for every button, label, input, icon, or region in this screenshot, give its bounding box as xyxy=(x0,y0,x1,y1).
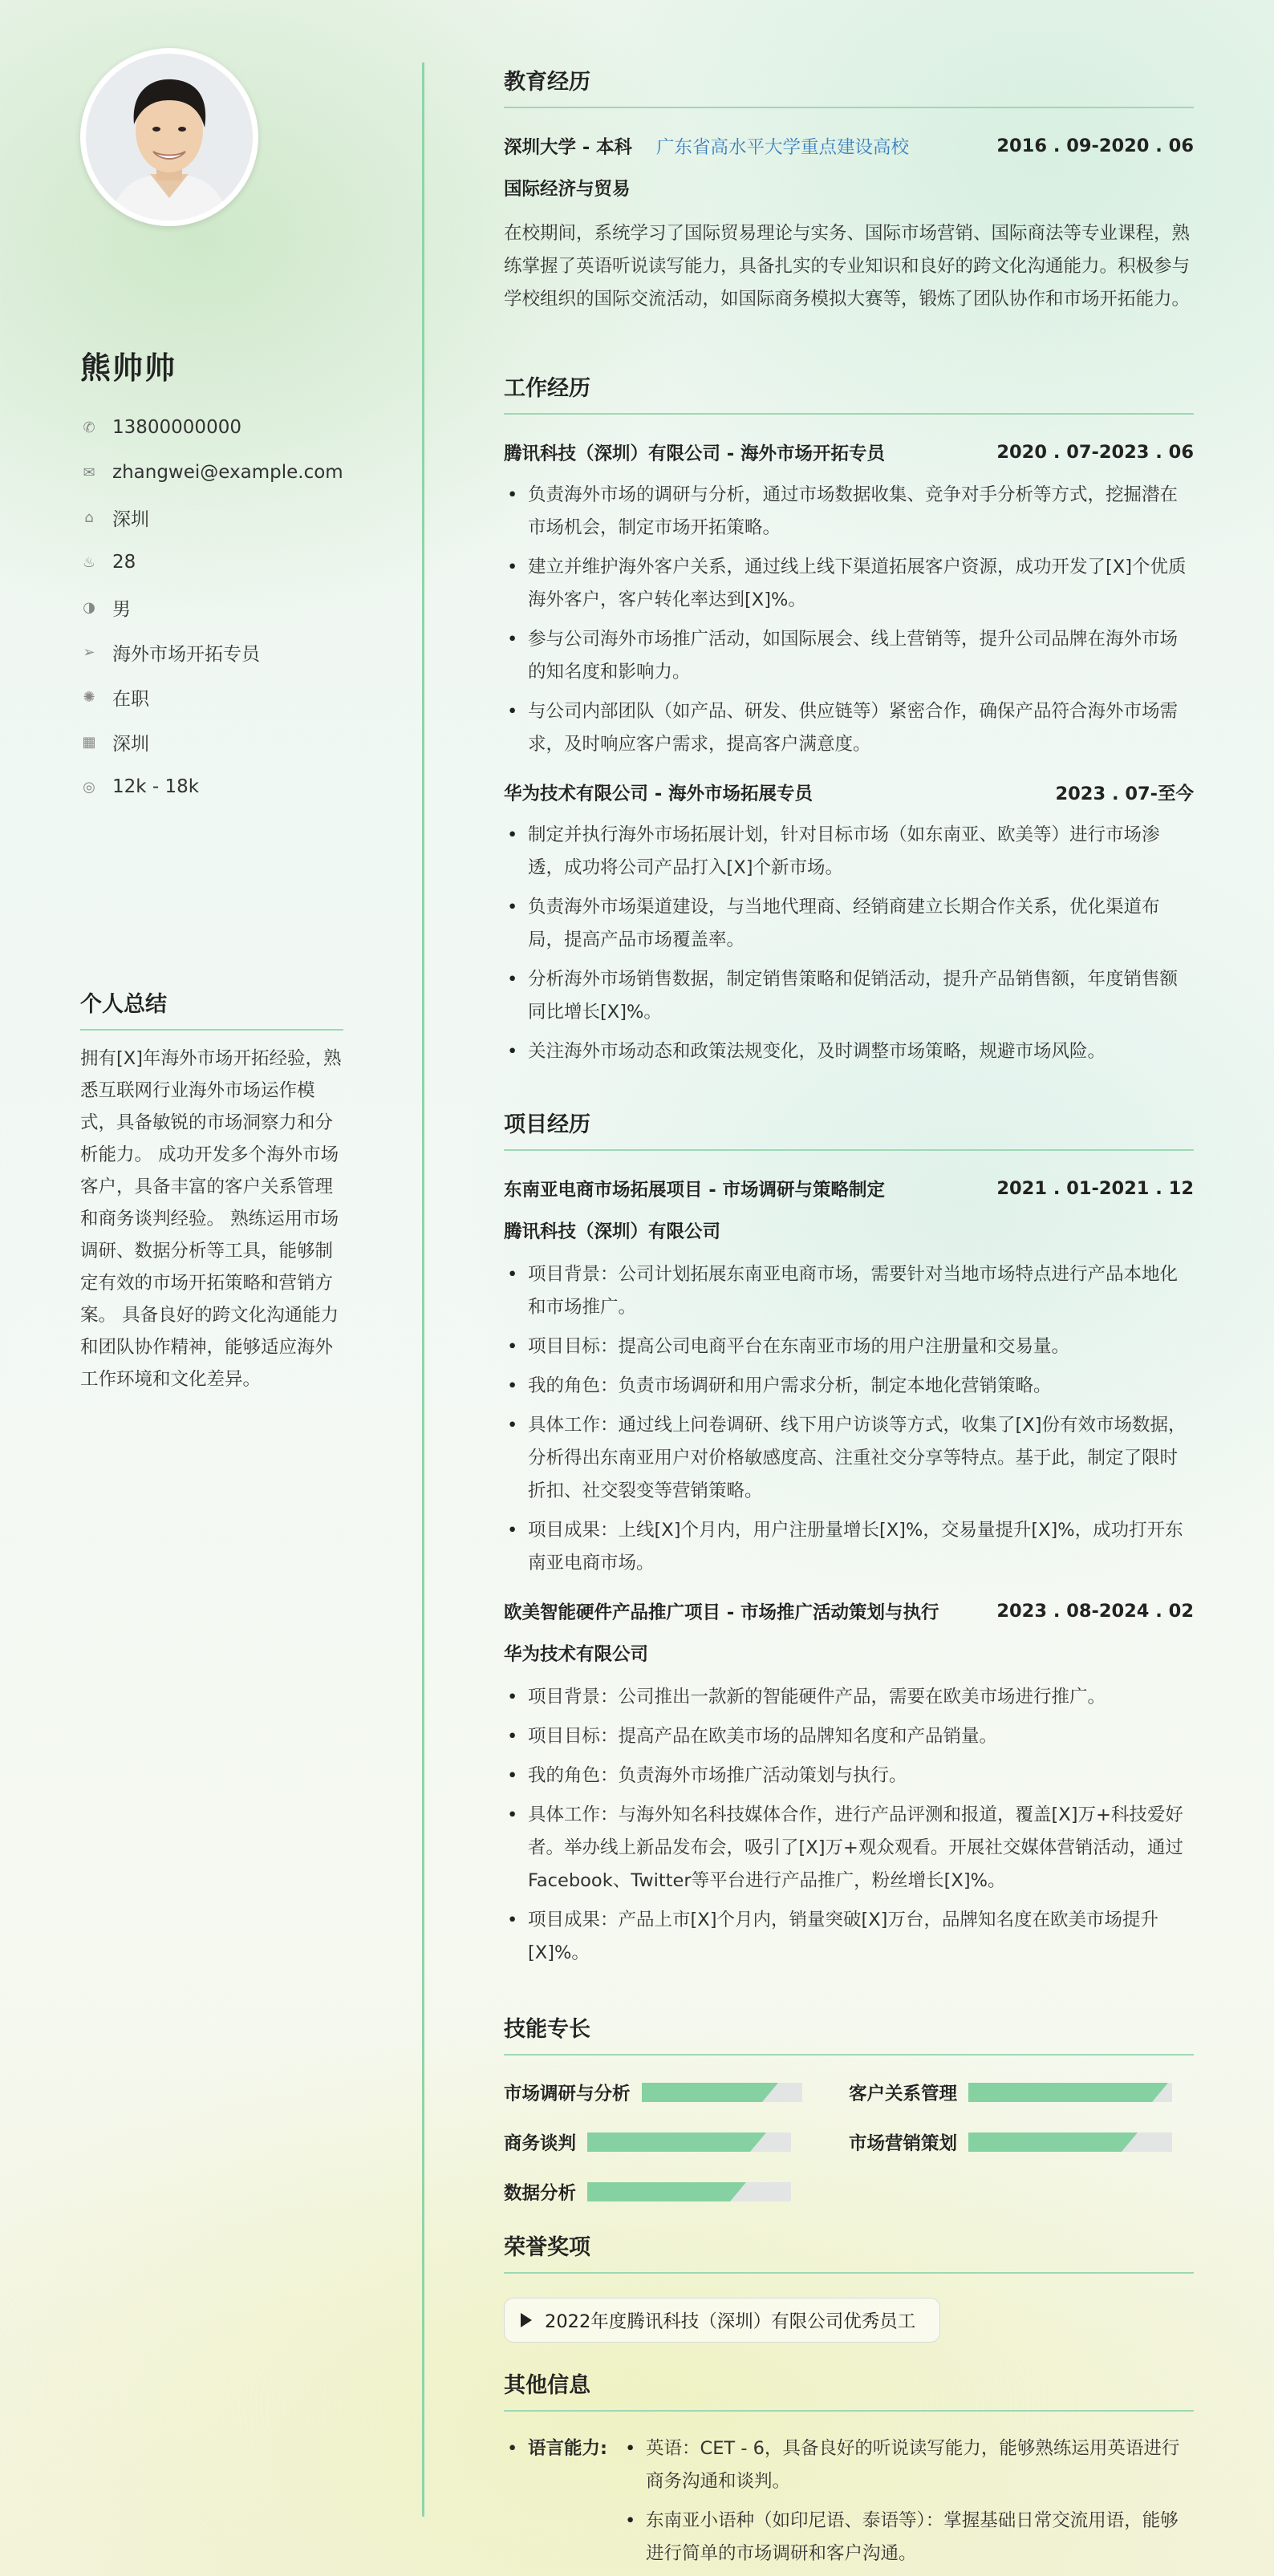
education-date: 2016 . 09-2020 . 06 xyxy=(996,136,1194,156)
skill-bar xyxy=(642,2083,802,2102)
skill-item xyxy=(504,2126,849,2158)
list-item: • 具体工作：与海外知名科技媒体合作，进行产品评测和报道，覆盖[X]万+科技爱好者。举办线上新品发布会，吸引了[X]万+观众观看。开展社交媒体营销活动，通过Facebook、Twitter等平台进行产品推广，粉丝增长[X]%。 xyxy=(504,1799,1194,1898)
list-item: • 负责海外市场的调研与分析，通过市场数据收集、竞争对手分析等方式，挖掘潜在市场机会，制定市场开拓策略。 xyxy=(504,479,1194,545)
education-tag: 广东省高水平大学重点建设高校 xyxy=(656,137,910,158)
info-age xyxy=(80,540,343,585)
mail-icon: ✉ xyxy=(83,464,95,481)
list-item: • 负责海外市场渠道建设，与当地代理商、经销商建立长期合作关系，优化渠道布局，提高产品市场覆盖率。 xyxy=(504,891,1194,957)
list-item: • 项目成果：产品上市[X]个月内，销量突破[X]万台，品牌知名度在欧美市场提升[X]%。 xyxy=(504,1904,1194,1970)
contact-info xyxy=(80,405,343,809)
summary-title: 个人总结 xyxy=(80,986,343,1031)
info-city-text: 深圳 xyxy=(112,508,149,530)
job-date: 2023 . 07-至今 xyxy=(1055,784,1194,804)
education-desc: 在校期间，系统学习了国际贸易理论与实务、国际市场营销、国际商法等专业课程，熟练掌握了英语听说读写能力，具备扎实的专业知识和良好的跨文化沟通能力。积极参与学校组织的国际交流活动，如国际商务模拟大赛等，锻炼了团队协作和市场开拓能力。 xyxy=(504,223,1191,310)
send-icon: ➢ xyxy=(83,643,95,661)
skill-bar-fill xyxy=(642,2083,762,2102)
job-date: 2020 . 07-2023 . 06 xyxy=(996,442,1194,463)
list-item: • 项目目标：提高产品在欧美市场的品牌知名度和产品销量。 xyxy=(504,1720,1194,1753)
info-city xyxy=(80,495,343,540)
job-item xyxy=(504,435,1194,761)
education-head xyxy=(504,129,1194,163)
projects-section xyxy=(504,1107,1194,1976)
phone-icon: ✆ xyxy=(83,419,95,436)
avatar-photo xyxy=(86,54,253,221)
list-item: • 关注海外市场动态和政策法规变化，及时调整市场策略，规避市场风险。 xyxy=(504,1035,1194,1068)
list-item: • 东南亚小语种（如印尼语、泰语等）：掌握基础日常交流用语，能够进行简单的市场调研和客户沟通。 xyxy=(622,2505,1194,2570)
work-title: 工作经历 xyxy=(504,371,1194,415)
play-icon xyxy=(521,2313,532,2327)
list-item: • 我的角色：负责市场调研和用户需求分析，制定本地化营销策略。 xyxy=(504,1370,1194,1403)
language-list xyxy=(622,2432,1194,2576)
candidate-name: 熊帅帅 xyxy=(80,350,177,386)
list-item: • 项目背景：公司计划拓展东南亚电商市场，需要针对当地市场特点进行产品本地化和市场推广。 xyxy=(504,1258,1194,1324)
list-item: • 具体工作：通过线上问卷调研、线下用户访谈等方式，收集了[X]份有效市场数据，分析得出东南亚用户对价格敏感度高、注重社交分享等特点。基于此，制定了限时折扣、社交裂变等营销策略。 xyxy=(504,1409,1194,1508)
info-email xyxy=(80,450,343,495)
list-item: • 与公司内部团队（如产品、研发、供应链等）紧密合作，确保产品符合海外市场需求，及时响应客户需求，提高客户满意度。 xyxy=(504,695,1194,761)
skill-item xyxy=(849,2126,1194,2158)
project-company: 华为技术有限公司 xyxy=(504,1644,649,1665)
projects-title: 项目经历 xyxy=(504,1107,1194,1151)
list-item: • 我的角色：负责海外市场推广活动策划与执行。 xyxy=(504,1760,1194,1792)
list-item: • 分析海外市场销售数据，制定销售策略和促销活动，提升产品销售额，年度销售额同比增长[X]%。 xyxy=(504,963,1194,1029)
award-item[interactable] xyxy=(504,2298,940,2343)
skill-name: 客户关系管理 xyxy=(849,2084,958,2104)
project-item xyxy=(504,1594,1194,1970)
skill-name: 商务谈判 xyxy=(504,2133,577,2154)
list-item: • 项目成果：上线[X]个月内，用户注册量增长[X]%，交易量提升[X]%，成功打开东南亚电商市场。 xyxy=(504,1514,1194,1580)
skill-item xyxy=(849,2076,1194,2108)
info-phone-text: 13800000000 xyxy=(112,417,241,438)
job-head xyxy=(504,435,1194,469)
project-company: 腾讯科技（深圳）有限公司 xyxy=(504,1221,721,1242)
list-item: • 项目目标：提高公司电商平台在东南亚市场的用户注册量和交易量。 xyxy=(504,1331,1194,1363)
job-duties xyxy=(504,819,1194,1068)
skill-name: 市场营销策划 xyxy=(849,2133,958,2154)
education-title: 教育经历 xyxy=(504,64,1194,108)
skill-bar-fill xyxy=(587,2182,730,2201)
avatar xyxy=(80,48,258,226)
project-date: 2021 . 01-2021 . 12 xyxy=(996,1178,1194,1199)
status-icon: ✺ xyxy=(83,688,95,706)
home-icon: ⌂ xyxy=(84,508,94,526)
project-head xyxy=(504,1172,1194,1205)
skill-bar-fill xyxy=(587,2132,750,2152)
skill-bar xyxy=(968,2132,1172,2152)
skills-section xyxy=(504,2011,1194,2208)
education-section xyxy=(504,64,1194,316)
skill-item xyxy=(504,2076,849,2108)
info-gender xyxy=(80,585,343,630)
info-status xyxy=(80,674,343,719)
skill-bar-fill xyxy=(968,2132,1122,2152)
education-school: 深圳大学 - 本科 xyxy=(504,137,633,158)
gender-icon: ◑ xyxy=(83,598,95,616)
project-details xyxy=(504,1258,1194,1580)
info-status-text: 在职 xyxy=(112,688,149,710)
job-head xyxy=(504,776,1194,809)
project-date: 2023 . 08-2024 . 02 xyxy=(996,1601,1194,1622)
info-salary xyxy=(80,764,343,809)
info-position-text: 海外市场开拓专员 xyxy=(112,643,260,665)
info-work-city xyxy=(80,719,343,764)
skill-item xyxy=(504,2176,849,2208)
language-block xyxy=(504,2432,1194,2576)
job-duties xyxy=(504,479,1194,761)
info-work-city-text: 深圳 xyxy=(112,733,149,755)
skill-bar-fill xyxy=(968,2083,1152,2102)
list-item: • 项目背景：公司推出一款新的智能硬件产品，需要在欧美市场进行推广。 xyxy=(504,1681,1194,1714)
project-details xyxy=(504,1681,1194,1970)
project-head xyxy=(504,1594,1194,1628)
work-section xyxy=(504,371,1194,1075)
skill-name: 数据分析 xyxy=(504,2183,577,2204)
info-gender-text: 男 xyxy=(112,598,131,620)
education-major: 国际经济与贸易 xyxy=(504,179,631,200)
other-title: 其他信息 xyxy=(504,2367,1194,2412)
list-item: • 英语：CET - 6，具备良好的听说读写能力，能够熟练运用英语进行商务沟通和谈判。 xyxy=(622,2432,1194,2498)
project-item xyxy=(504,1172,1194,1580)
skill-name: 市场调研与分析 xyxy=(504,2084,631,2104)
age-icon: ♨ xyxy=(82,553,96,571)
summary-text: 拥有[X]年海外市场开拓经验，熟悉互联网行业海外市场运作模式，具备敏锐的市场洞察力和分析能力。 成功开发多个海外市场客户，具备丰富的客户关系管理和商务谈判经验。 熟练运用市场调研、数据分析等工具，能够制定有效的市场开拓策略和营销方案。 具备良好的跨文化沟通能力和团队协作精神，能够适应海外工作环境和文化差异。 xyxy=(80,1048,342,1390)
skill-bar xyxy=(587,2182,791,2201)
bullet: • xyxy=(507,2438,518,2459)
job-company: 腾讯科技（深圳）有限公司 - 海外市场开拓专员 xyxy=(504,444,886,464)
skills-title: 技能专长 xyxy=(504,2011,1194,2056)
awards-section xyxy=(504,2230,1194,2343)
list-item: • 参与公司海外市场推广活动，如国际展会、线上营销等，提升公司品牌在海外市场的知名度和影响力。 xyxy=(504,623,1194,689)
awards-title: 荣誉奖项 xyxy=(504,2230,1194,2274)
info-age-text: 28 xyxy=(112,552,136,573)
project-name: 欧美智能硬件产品推广项目 - 市场推广活动策划与执行 xyxy=(504,1602,939,1623)
info-phone xyxy=(80,405,343,450)
other-section xyxy=(504,2367,1194,2576)
skill-bar xyxy=(968,2083,1172,2102)
divider-line xyxy=(422,63,424,2517)
language-label: 语言能力: xyxy=(528,2438,607,2459)
salary-icon: ◎ xyxy=(83,778,95,796)
list-item: • 建立并维护海外客户关系，通过线上线下渠道拓展客户资源，成功开发了[X]个优质海外客户，客户转化率达到[X]%。 xyxy=(504,551,1194,617)
job-company: 华为技术有限公司 - 海外市场拓展专员 xyxy=(504,784,813,804)
info-position xyxy=(80,630,343,674)
info-email-text: zhangwei@example.com xyxy=(112,462,343,483)
job-item xyxy=(504,776,1194,1068)
list-item: • 制定并执行海外市场拓展计划，针对目标市场（如东南亚、欧美等）进行市场渗透，成功将公司产品打入[X]个新市场。 xyxy=(504,819,1194,885)
skills-grid xyxy=(504,2076,1194,2208)
award-text: 2022年度腾讯科技（深圳）有限公司优秀员工 xyxy=(545,2311,916,2332)
project-name: 东南亚电商市场拓展项目 - 市场调研与策略制定 xyxy=(504,1180,886,1201)
info-salary-text: 12k - 18k xyxy=(112,776,200,797)
skill-bar xyxy=(587,2132,791,2152)
building-icon: ▦ xyxy=(82,733,96,751)
